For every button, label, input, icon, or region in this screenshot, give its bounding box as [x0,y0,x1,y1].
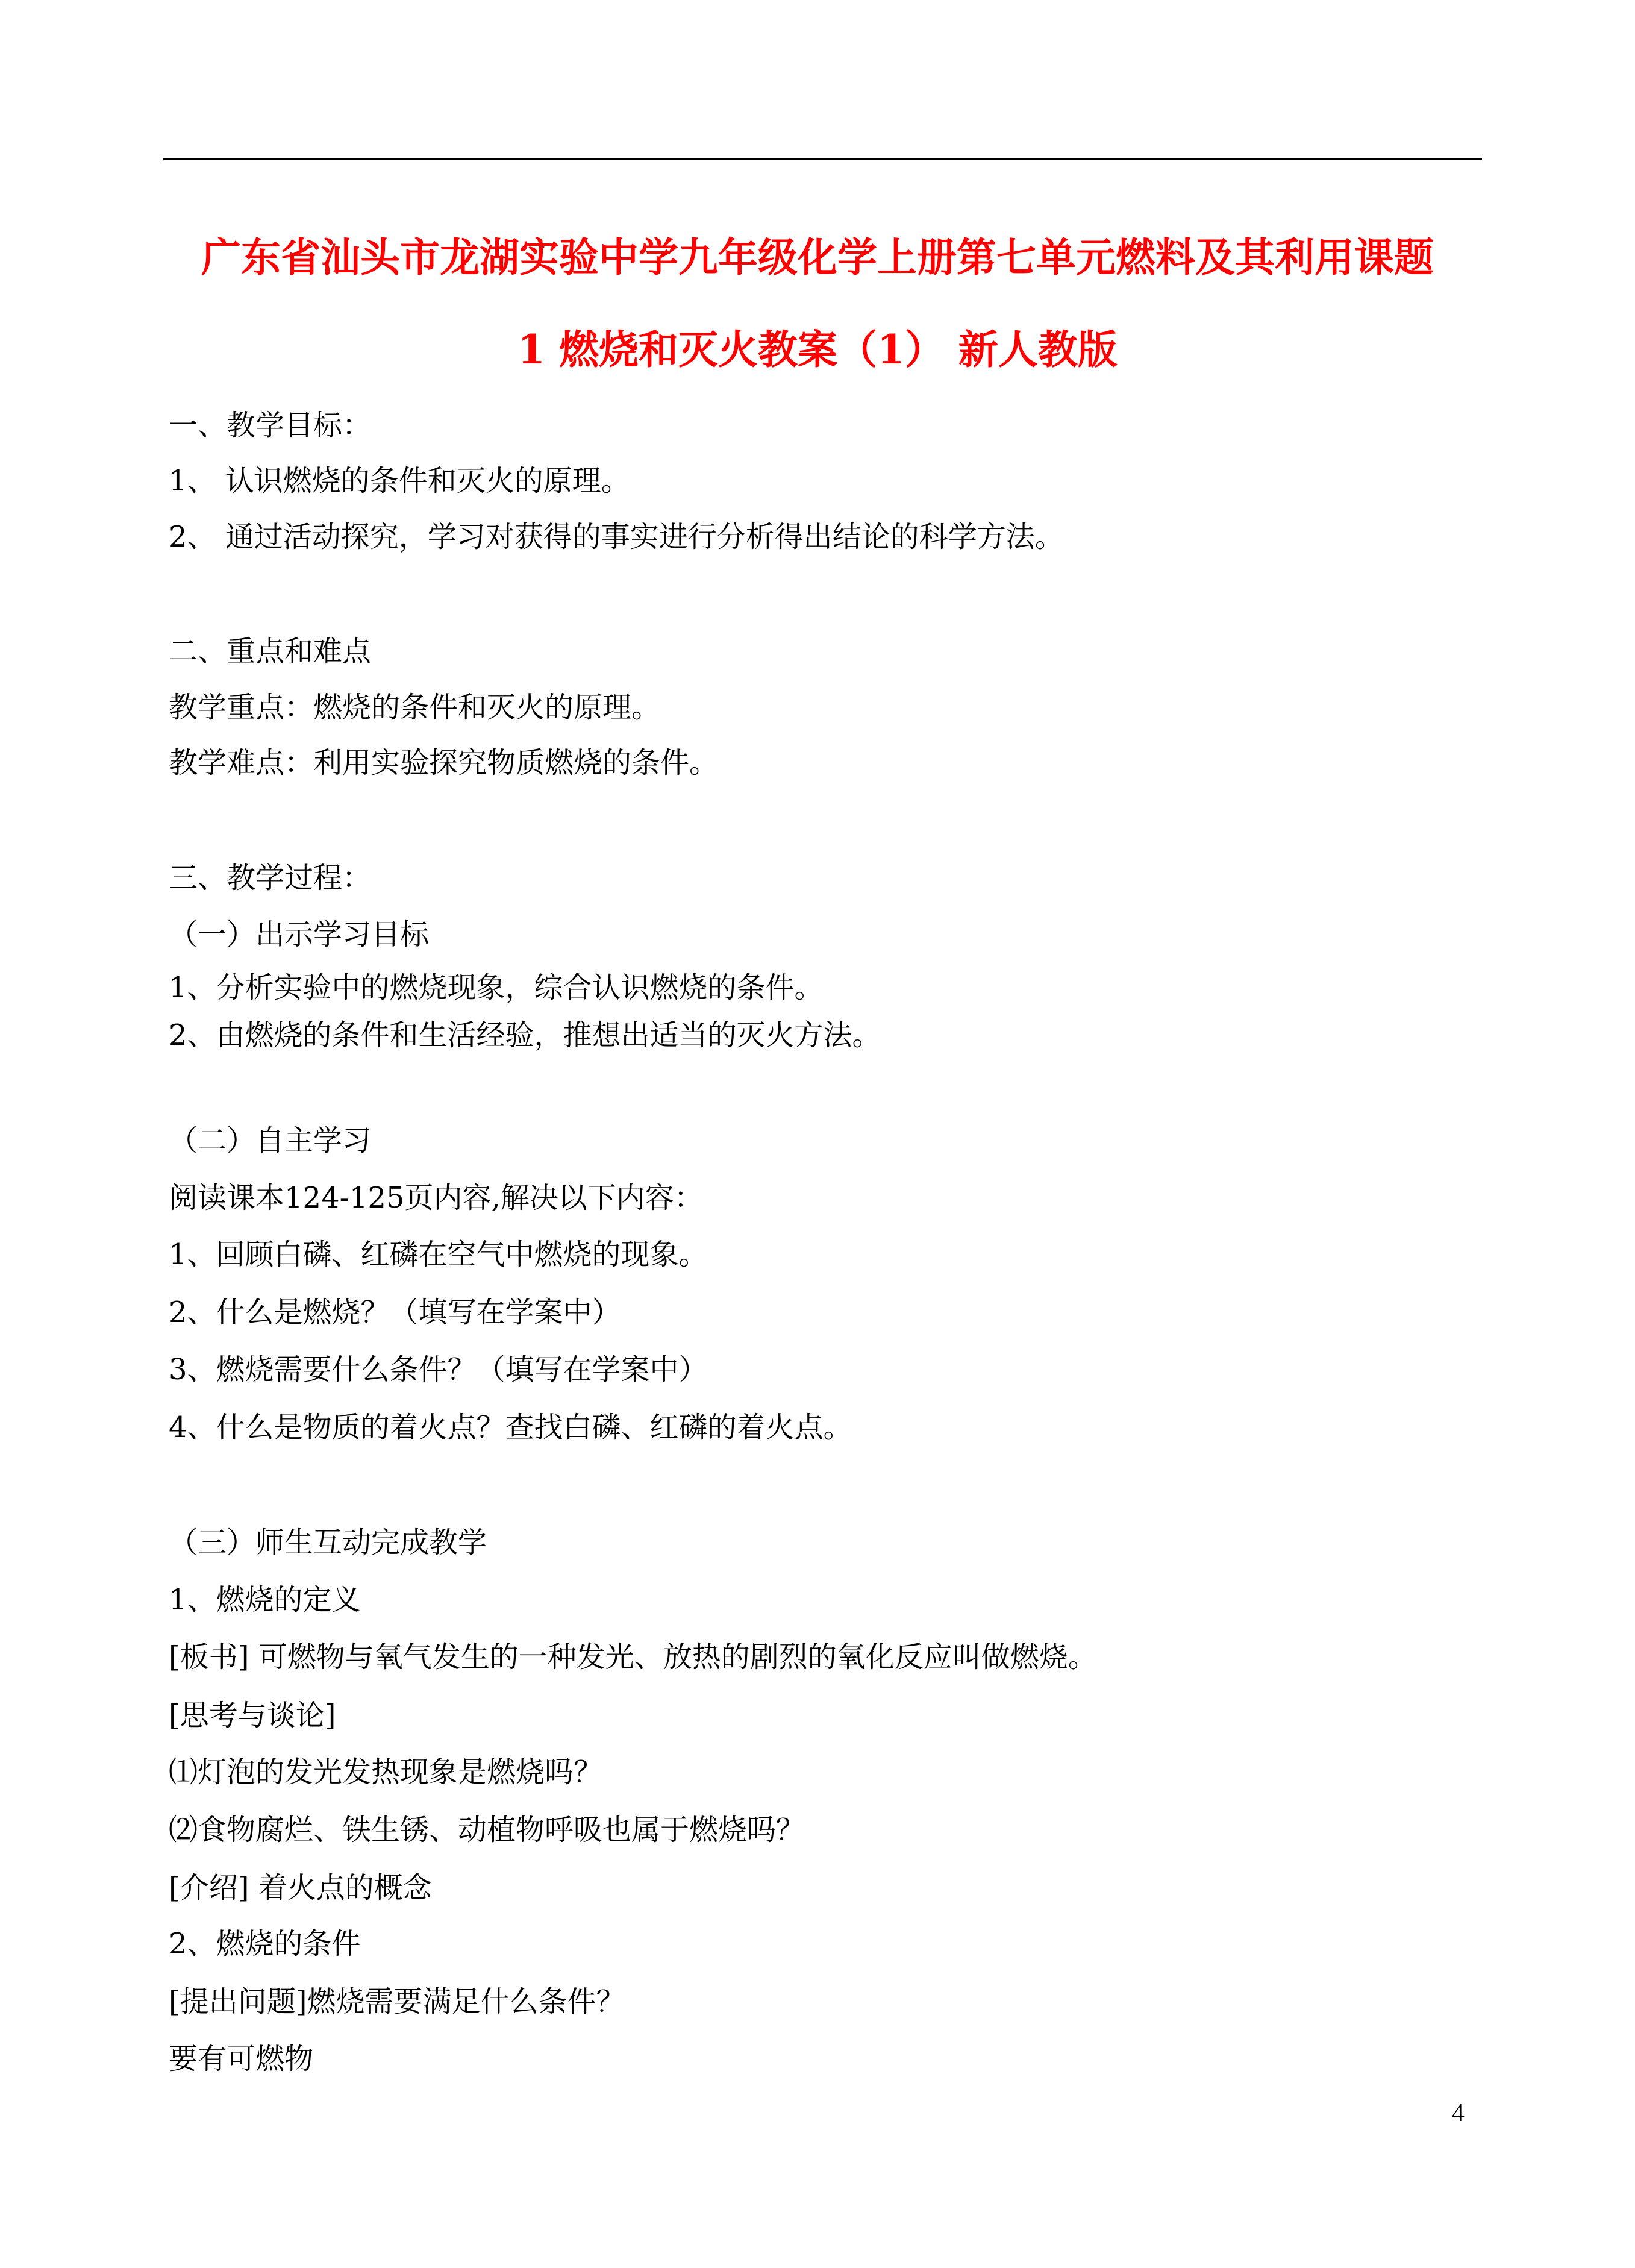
question-item: ⑴灯泡的发光发热现象是燃烧吗？ [169,1755,603,1789]
section-heading-process: 三、教学过程： [169,861,372,895]
list-item: 4、什么是物质的着火点？查找白磷、红磷的着火点。 [169,1411,852,1444]
objective-item: 1、 认识燃烧的条件和灭火的原理。 [169,464,630,498]
blackboard-note: [板书] 可燃物与氧气发生的一种发光、放热的剧烈的氧化反应叫做燃烧。 [169,1640,1097,1674]
list-item: 2、燃烧的条件 [169,1927,361,1961]
key-point-line: 教学重点：燃烧的条件和灭火的原理。 [169,691,661,724]
body-text: 要有可燃物 [169,2042,314,2076]
list-item: 1、燃烧的定义 [169,1583,361,1617]
list-item: 2、什么是燃烧？（填写在学案中） [169,1295,621,1329]
question-prompt: [提出问题]燃烧需要满足什么条件？ [169,1985,625,2019]
objective-item: 2、 通过活动探究，学习对获得的事实进行分析得出结论的科学方法。 [169,520,1064,554]
list-item: 1、回顾白磷、红磷在空气中燃烧的现象。 [169,1238,708,1271]
subsection-heading: （二）自主学习 [169,1124,372,1157]
introduction-note: [介绍] 着火点的概念 [169,1871,432,1905]
list-item: 1、分析实验中的燃烧现象，综合认识燃烧的条件。 [169,971,824,1004]
discussion-heading: [思考与谈论] [169,1699,336,1732]
question-item: ⑵食物腐烂、铁生锈、动植物呼吸也属于燃烧吗？ [169,1813,805,1847]
list-item: 3、燃烧需要什么条件？（填写在学案中） [169,1353,708,1386]
subsection-heading: （一）出示学习目标 [169,918,430,951]
subsection-heading: （三）师生互动完成教学 [169,1526,487,1559]
reading-instruction: 阅读课本124-125页内容,解决以下内容： [169,1181,703,1215]
section-heading-objectives: 一、教学目标： [169,409,372,442]
page-number: 4 [1452,2099,1465,2127]
document-title-line-1: 广东省汕头市龙湖实验中学九年级化学上册第七单元燃料及其利用课题 [201,234,1434,281]
list-item: 2、由燃烧的条件和生活经验，推想出适当的灭火方法。 [169,1018,881,1052]
section-heading-key-points: 二、重点和难点 [169,634,372,668]
difficulty-line: 教学难点：利用实验探究物质燃烧的条件。 [169,746,719,780]
document-title-line-2: 1 燃烧和灭火教案（1） 新人教版 [517,326,1118,373]
header-rule [163,158,1482,160]
